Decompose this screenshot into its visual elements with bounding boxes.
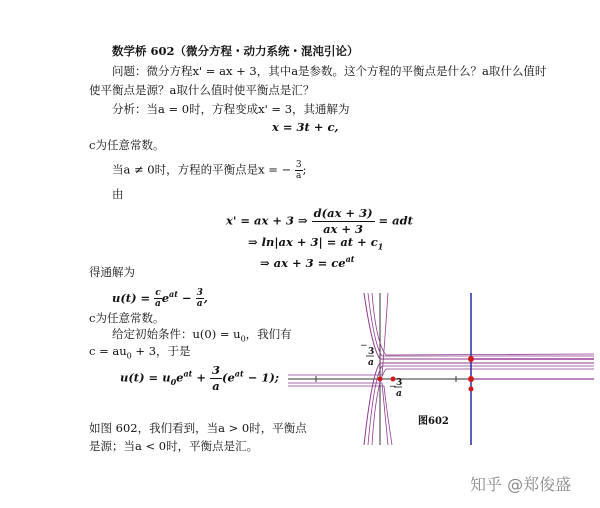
constant-note-2: c为任意常数。 (89, 311, 165, 325)
label-right-num: 3 (396, 378, 403, 388)
c-relation-line (89, 343, 191, 364)
ut-fraction-1-num: c (155, 288, 161, 299)
sol-subscript: 0 (170, 376, 177, 387)
page-title: 数学桥 602（微分方程・动力系统・混沌引论） (112, 44, 359, 58)
initial-text: 给定初始条件：u(0) = u (112, 327, 241, 341)
ut-fraction-2 (196, 288, 204, 309)
particular-solution (120, 363, 279, 394)
point-bottom (469, 387, 474, 392)
problem-line-2: 使平衡点是源？a取什么值时使平衡点是汇？ (89, 83, 315, 97)
ut-superscript: at (169, 289, 178, 299)
sol-left: u(t) = u (120, 370, 171, 385)
c-relation-text: c = au (89, 344, 127, 358)
c-relation-end: + 3，于是 (131, 344, 191, 358)
point-origin (378, 377, 383, 382)
figure-caption: 图602 (418, 416, 449, 427)
ut-left: u(t) = (112, 290, 151, 305)
by-label: 由 (112, 187, 124, 201)
derivation-line (226, 206, 413, 237)
phase-diagram-figure (288, 293, 594, 445)
watermark: 知乎 @郑俊盛 (470, 475, 572, 494)
conclusion-line-2: 是源；当a < 0时，平衡点是汇。 (89, 439, 259, 453)
a-nonzero-line (112, 160, 306, 181)
ut-e: e (161, 290, 170, 305)
ut-end: , (203, 290, 208, 305)
label-left-sign: − (360, 341, 368, 351)
equilibrium-fraction-den: a (296, 171, 302, 181)
analysis-line: 分析：当a = 0时，方程变成x' = 3，其通解为 (112, 102, 350, 116)
a-nonzero-text: 当a ≠ 0时，方程的平衡点是x = − (112, 162, 292, 177)
sol-paren-end: − 1); (243, 370, 280, 385)
semicolon: ; (302, 162, 307, 177)
sol-fraction-num: 3 (212, 363, 221, 377)
exp-line (260, 251, 354, 271)
sol-paren-superscript: at (234, 368, 244, 379)
point-lower (468, 376, 474, 382)
conclusion-line-1: 如图 602，我们看到，当a > 0时，平衡点 (89, 421, 307, 435)
sink-curve-upper-2 (368, 293, 594, 356)
sol-fraction (210, 363, 222, 394)
derivation-fraction (312, 206, 375, 237)
equilibrium-fraction (295, 160, 303, 181)
ut-fraction-2-den: a (196, 299, 203, 310)
general-solution (112, 286, 208, 309)
derivation-right: = adt (378, 213, 413, 228)
sol-superscript: at (183, 368, 193, 379)
sink-curve-lower-3 (372, 369, 594, 445)
sol-fraction-den: a (212, 379, 220, 393)
ut-fraction-2-num: 3 (196, 288, 203, 299)
label-left-num: 3 (368, 347, 375, 357)
equation-x: x = 3t + c, (272, 120, 339, 134)
c-relation-subscript: 0 (126, 351, 132, 361)
sink-curve-upper-1 (364, 293, 594, 359)
ln-subscript: 1 (377, 241, 384, 252)
sol-plus: + (192, 370, 206, 385)
ut-fraction-1 (154, 288, 161, 309)
problem-line-1: 问题：微分方程x' = ax + 3，其中a是参数。这个方程的平衡点是什么？a取什么值时 (112, 64, 547, 78)
constant-note-1: c为任意常数。 (89, 138, 165, 152)
point-left-eq (391, 377, 396, 382)
ut-minus: − (177, 290, 192, 305)
source-curve-2 (288, 386, 392, 445)
exp-superscript: at (345, 254, 355, 264)
point-upper (468, 356, 474, 362)
label-left-den: a (368, 358, 374, 368)
sink-curve-lower-1 (364, 363, 594, 445)
exp-text: ⇒ ax + 3 = ce (260, 255, 346, 270)
ut-fraction-1-den: a (155, 299, 161, 310)
ln-text: ⇒ ln|ax + 3| = at + c (248, 235, 378, 249)
sol-e: e (176, 370, 184, 385)
sol-paren: (e (222, 370, 235, 385)
general-solution-label: 得通解为 (89, 265, 135, 279)
derivation-fraction-den: ax + 3 (323, 222, 364, 236)
equilibrium-fraction-num: 3 (295, 160, 302, 170)
label-right-sign: − (389, 382, 397, 392)
derivation-fraction-num: d(ax + 3) (313, 206, 373, 220)
sink-curve-upper-3 (372, 293, 594, 355)
derivation-left: x' = ax + 3 ⇒ (226, 213, 308, 228)
initial-subscript: 0 (240, 334, 246, 344)
label-right-den: a (396, 389, 402, 399)
initial-end: ，我们有 (245, 327, 292, 341)
